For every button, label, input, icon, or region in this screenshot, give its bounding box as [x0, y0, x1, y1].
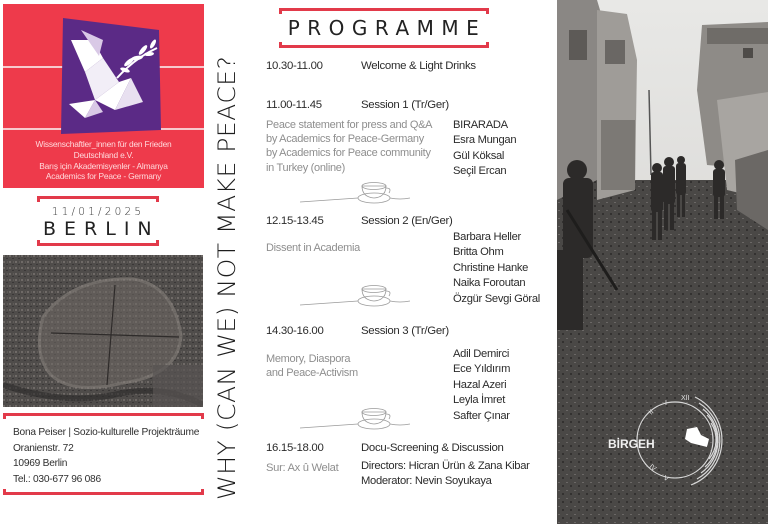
film-title — [266, 461, 338, 475]
topic-line: Memory, Diaspora — [266, 353, 351, 365]
coffee-cup-icon — [300, 404, 410, 434]
bracket-bottom — [37, 240, 159, 246]
organization-banner — [3, 4, 204, 188]
coffee-cup-icon — [300, 281, 410, 311]
org-line-ev: Deutschland e.V. — [73, 149, 134, 160]
org-line-en: Academics for Peace - Germany — [45, 171, 162, 182]
session-speakers — [453, 118, 516, 180]
topic-line: and Peace-Activism — [266, 367, 358, 380]
speaker: Esra Mungan — [453, 134, 517, 147]
film-credits — [361, 459, 530, 490]
moderator: Moderator: Nevin Soyukaya — [361, 475, 492, 488]
venue-city: 10969 Berlin — [13, 458, 68, 470]
svg-text:IV: IV — [647, 463, 658, 473]
organization-name — [3, 139, 204, 182]
programme-heading: Session 2 (En/Ger) — [361, 215, 453, 227]
speaker: Safter Çınar — [453, 409, 510, 422]
directors: Directors: Hicran Ürün & Zana Kibar — [361, 460, 530, 472]
programme-time: 16.15-18.00 — [266, 442, 324, 454]
org-line-de: Wissenschaftler_innen für den Frieden — [35, 139, 172, 149]
bracket-top — [37, 196, 159, 202]
topic-line: by Academics for Peace-Germany — [266, 133, 424, 146]
programme-header — [279, 8, 489, 48]
birgeh-logo-icon — [605, 385, 735, 490]
programme-time: 10.30-11.00 — [266, 60, 323, 72]
bracket-bottom — [3, 489, 204, 495]
venue-phone: Tel.: 030-677 96 086 — [13, 473, 101, 485]
session-topic — [266, 352, 358, 380]
programme-time: 11.00-11.45 — [266, 99, 322, 111]
event-title-vertical: WHY (CAN WE) NOT MAKE PEACE? — [213, 55, 241, 500]
speaker: BIRARADA — [453, 119, 508, 131]
speaker: Özgür Sevgi Göral — [453, 292, 540, 305]
coffee-cup-icon — [300, 178, 410, 208]
speaker: Barbara Heller — [453, 231, 521, 243]
svg-text:XII: XII — [681, 395, 690, 402]
svg-text:V: V — [662, 474, 670, 484]
left-column — [0, 0, 206, 524]
bracket-top — [3, 413, 204, 419]
programme-heading: Welcome & Light Drinks — [361, 60, 476, 72]
speaker: Leyla İmret — [453, 394, 506, 407]
programme-heading: Session 3 (Tr/Ger) — [361, 325, 449, 337]
birgeh-name: BİRGEH — [608, 437, 655, 451]
date-city-box — [37, 196, 159, 246]
bracket-top — [279, 8, 489, 14]
speaker: Christine Hanke — [453, 261, 529, 274]
aerial-city-map-photo — [3, 255, 203, 407]
programme-heading: Session 1 (Tr/Ger) — [361, 99, 449, 111]
topic-line: in Turkey (online) — [266, 161, 345, 174]
programme-heading: Docu-Screening & Discussion — [361, 442, 504, 454]
session-topic — [266, 241, 360, 255]
session-speakers — [453, 347, 510, 424]
venue-name: Bona Peiser | Sozio-kulturelle Projekträume — [13, 427, 200, 438]
speaker: Gül Köksal — [453, 149, 505, 162]
session-speakers — [453, 230, 540, 307]
speaker: Adil Demirci — [453, 348, 510, 360]
programme-time: 12.15-13.45 — [266, 215, 324, 227]
speaker: Britta Ohm — [453, 246, 504, 259]
topic-line: Peace statement for press and Q&A — [266, 119, 433, 131]
event-date: 11/01/2025 — [51, 206, 145, 218]
svg-text:II: II — [647, 408, 656, 417]
topic-line: Dissent in Academia — [266, 242, 360, 254]
bracket-bottom — [279, 42, 489, 48]
speaker: Hazal Azeri — [453, 378, 507, 391]
venue-address — [13, 425, 199, 487]
venue-box — [3, 413, 204, 495]
event-city: BERLIN — [43, 218, 160, 240]
topic-line: Sur: Ax û Welat — [266, 462, 339, 474]
topic-line: by Academics for Peace community — [266, 147, 431, 160]
speaker: Naika Foroutan — [453, 277, 526, 290]
speaker: Seçil Ercan — [453, 165, 507, 178]
venue-street: Oranienstr. 72 — [13, 442, 74, 454]
programme-title: PROGRAMME — [287, 16, 487, 40]
session-topic — [266, 118, 432, 175]
org-line-tr: Barış için Akademisyenler - Almanya — [39, 160, 168, 171]
svg-text:I: I — [665, 400, 667, 407]
speaker: Ece Yıldırım — [453, 363, 511, 376]
origami-dove-logo-icon — [59, 18, 163, 134]
programme-time: 14.30-16.00 — [266, 325, 324, 337]
